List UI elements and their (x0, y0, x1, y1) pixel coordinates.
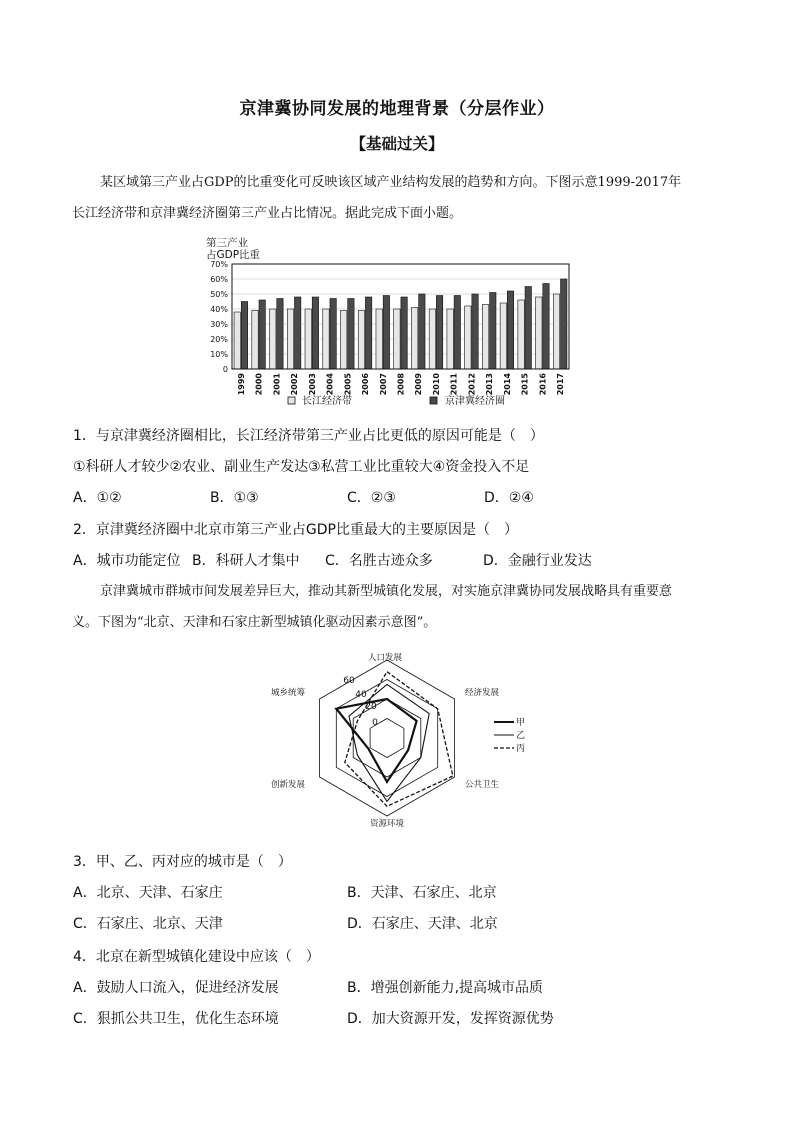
question-3-option-a[interactable]: A．北京、天津、石家庄 (73, 885, 223, 901)
question-3-option-c[interactable]: C．石家庄、北京、天津 (73, 916, 223, 932)
bar-yangtze-2009 (411, 308, 417, 370)
bar-jingjinji-2013 (490, 293, 496, 370)
bar-x-tick-label: 2010 (431, 373, 441, 396)
legend-swatch-yangtze (288, 397, 295, 404)
bar-jingjinji-2001 (277, 299, 283, 370)
intro-paragraph-2-line2: 义。下图为“北京、天津和石家庄新型城镇化驱动因素示意图”。 (72, 615, 437, 630)
bar-chart (195, 233, 585, 413)
bar-yangtze-2017 (553, 294, 559, 369)
bar-jingjinji-2012 (472, 294, 478, 369)
bar-x-tick-label: 2002 (290, 373, 300, 396)
bar-y-tick-label: 70% (210, 260, 228, 269)
bar-jingjinji-1999 (241, 302, 247, 370)
bar-jingjinji-2016 (543, 284, 549, 370)
bar-yangtze-2011 (447, 309, 453, 369)
bar-x-tick-label: 2014 (502, 373, 512, 396)
question-4-option-b[interactable]: B．增强创新能力,提高城市品质 (347, 980, 544, 996)
bar-yangtze-2002 (287, 309, 293, 369)
question-4-option-a[interactable]: A．鼓励人口流入，促进经济发展 (73, 980, 279, 996)
bar-x-tick-label: 2012 (467, 373, 477, 396)
page-title: 京津冀协同发展的地理背景（分层作业） (239, 99, 555, 119)
bar-jingjinji-2009 (419, 294, 425, 369)
intro-paragraph-1-line1: 某区域第三产业占GDP的比重变化可反映该区域产业结构发展的趋势和方向。下图示意1999-2017年 (100, 175, 682, 190)
bar-x-tick-label: 2011 (449, 373, 459, 396)
question-1-option-d[interactable]: D．②④ (484, 490, 534, 506)
bar-jingjinji-2010 (436, 296, 442, 370)
question-2-option-b[interactable]: B．科研人才集中 (192, 553, 300, 569)
bar-yangtze-2014 (500, 303, 506, 369)
radar-chart-series (336, 672, 453, 807)
bar-y-tick-label: 30% (210, 320, 228, 329)
bar-jingjinji-2003 (312, 297, 318, 369)
bar-x-tick-label: 2008 (396, 373, 406, 396)
legend-label-yangtze: 长江经济带 (302, 396, 352, 407)
question-2-option-c[interactable]: C．名胜古迹众多 (325, 553, 433, 569)
radar-axis-label-5: 城乡统筹 (270, 688, 305, 698)
question-2-option-d[interactable]: D．金融行业发达 (483, 553, 592, 569)
bar-x-tick-label: 2003 (307, 373, 317, 396)
radar-ring-label-60: 60 (343, 676, 355, 686)
bar-yangtze-2010 (429, 309, 435, 369)
bar-y-tick-label: 0 (222, 365, 228, 374)
question-3-option-d[interactable]: D．石家庄、天津、北京 (347, 916, 498, 932)
radar-axis-label-4: 创新发展 (270, 780, 305, 790)
radar-series-yi (349, 684, 429, 801)
bar-jingjinji-2007 (383, 296, 389, 370)
question-2-option-a[interactable]: A．城市功能定位 (73, 553, 181, 569)
question-3-option-b[interactable]: B．天津、石家庄、北京 (347, 885, 497, 901)
bar-y-tick-label: 40% (210, 305, 228, 314)
bar-jingjinji-2008 (401, 297, 407, 369)
radar-ring-label-20: 20 (365, 702, 377, 712)
bar-yangtze-2001 (270, 309, 276, 369)
bar-yangtze-2006 (358, 311, 364, 370)
intro-paragraph-2-line1: 京津冀城市群城市间发展差异巨大，推动其新型城镇化发展，对实施京津冀协同发展战略具有重要意 (100, 584, 673, 599)
bar-chart-x-ticks (237, 373, 565, 396)
question-4-option-c[interactable]: C．狠抓公共卫生，优化生态环境 (73, 1011, 279, 1027)
question-1-items: ①科研人才较少②农业、副业生产发达③私营工业比重较大④资金投入不足 (73, 459, 530, 475)
legend-label-jingjinji: 京津冀经济圈 (445, 396, 505, 407)
radar-axis-label-1: 经济发展 (465, 688, 500, 698)
bar-x-tick-label: 2007 (378, 373, 388, 396)
bar-x-tick-label: 2005 (343, 373, 353, 396)
question-4-option-d[interactable]: D．加大资源开发，发挥资源优势 (347, 1011, 554, 1027)
radar-axis-label-3: 资源环境 (369, 819, 405, 829)
bar-chart-y-ticks (210, 260, 228, 374)
question-2-stem: 2．京津冀经济圈中北京市第三产业占GDP比重最大的主要原因是（ ） (73, 522, 518, 538)
radar-axis-label-0: 人口发展 (367, 653, 403, 663)
question-1-option-c[interactable]: C．②③ (347, 490, 396, 506)
bar-jingjinji-2000 (259, 300, 265, 369)
question-1-stem: 1．与京津冀经济圈相比，长江经济带第三产业占比更低的原因可能是（ ） (73, 428, 544, 444)
bar-x-tick-label: 2000 (254, 373, 264, 396)
bar-x-tick-label: 2013 (485, 373, 495, 396)
bar-yangtze-1999 (234, 312, 240, 369)
section-heading: 【基础过关】 (350, 135, 444, 153)
bar-jingjinji-2005 (348, 299, 354, 370)
bar-chart-ylabel-line1: 第三产业 (206, 237, 248, 249)
bar-y-tick-label: 50% (210, 290, 228, 299)
question-3-stem: 3．甲、乙、丙对应的城市是（ ） (73, 854, 292, 870)
bar-y-tick-label: 60% (210, 275, 228, 284)
bar-yangtze-2012 (465, 306, 471, 369)
question-1-option-b[interactable]: B．①③ (210, 490, 259, 506)
bar-jingjinji-2002 (294, 297, 300, 369)
radar-grid-ring (320, 660, 455, 816)
radar-ring-label-0: 0 (372, 718, 378, 728)
radar-chart (258, 645, 538, 835)
bar-yangtze-2016 (536, 297, 542, 369)
bar-jingjinji-2006 (365, 297, 371, 369)
radar-ring-label-40: 40 (355, 690, 367, 700)
bar-yangtze-2003 (305, 309, 311, 369)
bar-x-tick-label: 2001 (272, 373, 282, 396)
bar-yangtze-2007 (376, 309, 382, 369)
bar-x-tick-label: 2004 (325, 373, 335, 396)
radar-legend-label-yi: 乙 (516, 731, 526, 741)
bar-x-tick-label: 2017 (556, 373, 566, 396)
bar-chart-ylabel-line2: 占GDP比重 (206, 249, 261, 261)
bar-x-tick-label: 2016 (538, 373, 548, 396)
question-1-option-a[interactable]: A．①② (73, 490, 122, 506)
bar-jingjinji-2011 (454, 296, 460, 370)
intro-paragraph-1-line2: 长江经济带和京津冀经济圈第三产业占比情况。据此完成下面小题。 (72, 206, 463, 221)
bar-yangtze-2013 (482, 305, 488, 370)
question-4-stem: 4．北京在新型城镇化建设中应该（ ） (73, 949, 320, 965)
bar-y-tick-label: 10% (210, 350, 228, 359)
bar-yangtze-2008 (394, 309, 400, 369)
bar-x-tick-label: 1999 (236, 373, 246, 396)
legend-swatch-jingjinji (430, 397, 437, 404)
bar-jingjinji-2004 (330, 299, 336, 370)
bar-jingjinji-2014 (507, 291, 513, 369)
bar-x-tick-label: 2009 (414, 373, 424, 396)
bar-jingjinji-2015 (525, 287, 531, 370)
bar-jingjinji-2017 (561, 279, 567, 369)
bar-yangtze-2015 (518, 300, 524, 369)
bar-x-tick-label: 2006 (361, 373, 371, 396)
bar-x-tick-label: 2015 (520, 373, 530, 396)
bar-yangtze-2004 (323, 309, 329, 369)
bar-yangtze-2000 (252, 311, 258, 370)
radar-chart-grid (320, 660, 455, 816)
radar-legend-label-jia: 甲 (516, 718, 526, 728)
bar-y-tick-label: 20% (210, 335, 228, 344)
bar-yangtze-2005 (340, 311, 346, 370)
radar-axis-label-2: 公共卫生 (465, 780, 500, 790)
radar-legend-label-bing: 丙 (516, 744, 526, 754)
